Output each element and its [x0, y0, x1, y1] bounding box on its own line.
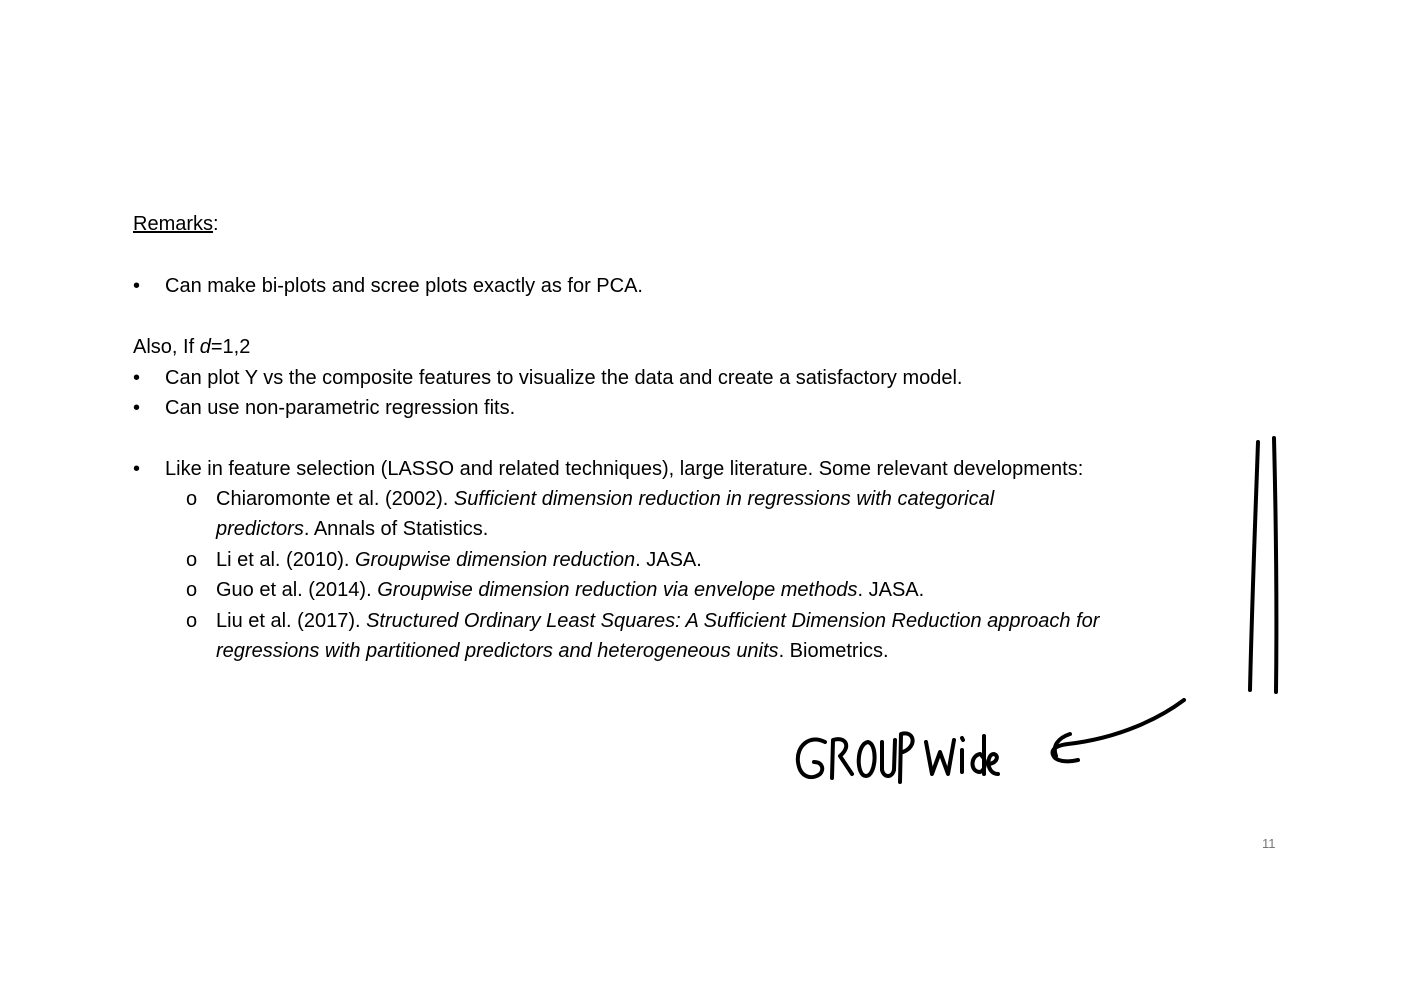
bullet-biplots: Can make bi-plots and scree plots exactly as for PCA.: [165, 275, 643, 297]
handwriting-letter-g: [798, 739, 825, 777]
margin-bar-left: [1250, 442, 1258, 690]
handwriting-dot: [962, 738, 963, 740]
reference-journal: . Annals of Statistics.: [303, 518, 489, 540]
also-variable: d: [199, 336, 211, 358]
handwriting-letter-w: [926, 740, 954, 774]
sub-bullet-marker: o: [186, 579, 198, 601]
bullet-marker: •: [133, 275, 141, 297]
handwriting-letter-d: [973, 736, 985, 774]
handwriting-letter-o: [859, 742, 875, 776]
reference-title-cont: predictors: [216, 518, 304, 540]
reference-authors: Guo et al. (2014).: [216, 579, 378, 601]
reference-authors: Chiaromonte et al. (2002).: [216, 488, 454, 510]
page-number: 11: [1262, 836, 1276, 851]
bullet-marker: •: [133, 397, 141, 419]
reference-authors: Liu et al. (2017).: [216, 610, 367, 632]
reference-title: Sufficient dimension reduction in regressions with categorical: [453, 488, 995, 510]
handwriting-letter-p: [900, 733, 913, 782]
reference-title-cont: regressions with partitioned predictors and heterogeneous units: [216, 640, 779, 662]
margin-bar-right: [1274, 438, 1276, 692]
reference-journal: . Biometrics.: [778, 640, 889, 662]
remarks-label: Remarks: [133, 213, 214, 235]
bullet-marker: •: [133, 367, 141, 389]
reference-journal: . JASA.: [635, 549, 702, 571]
remarks-colon: :: [213, 213, 219, 235]
also-suffix: =1,2: [210, 336, 251, 358]
reference-journal: . JASA.: [857, 579, 925, 601]
handwriting-letter-e: [988, 754, 998, 774]
reference-title: Structured Ordinary Least Squares: A Sufficient Dimension Reduction approach for: [366, 610, 1100, 632]
bullet-marker: •: [133, 458, 141, 480]
sub-bullet-marker: o: [186, 488, 198, 510]
arrow-icon: [1053, 700, 1184, 761]
reference-title: Groupwise dimension reduction: [354, 549, 636, 571]
reference-title: Groupwise dimension reduction via envelope methods: [377, 579, 858, 601]
bullet-plot-y: Can plot Y vs the composite features to visualize the data and create a satisfactory model.: [165, 367, 963, 389]
bullet-nonparametric: Can use non-parametric regression fits.: [165, 397, 516, 419]
bullet-feature-selection: Like in feature selection (LASSO and related techniques), large literature. Some relevant developments:: [165, 458, 1084, 480]
reference-authors: Li et al. (2010).: [216, 549, 355, 571]
handwriting-letter-r: [832, 739, 852, 778]
also-prefix: Also, If: [133, 336, 200, 358]
sub-bullet-marker: o: [186, 549, 198, 571]
handwriting-letter-u: [882, 740, 895, 776]
sub-bullet-marker: o: [186, 610, 198, 632]
